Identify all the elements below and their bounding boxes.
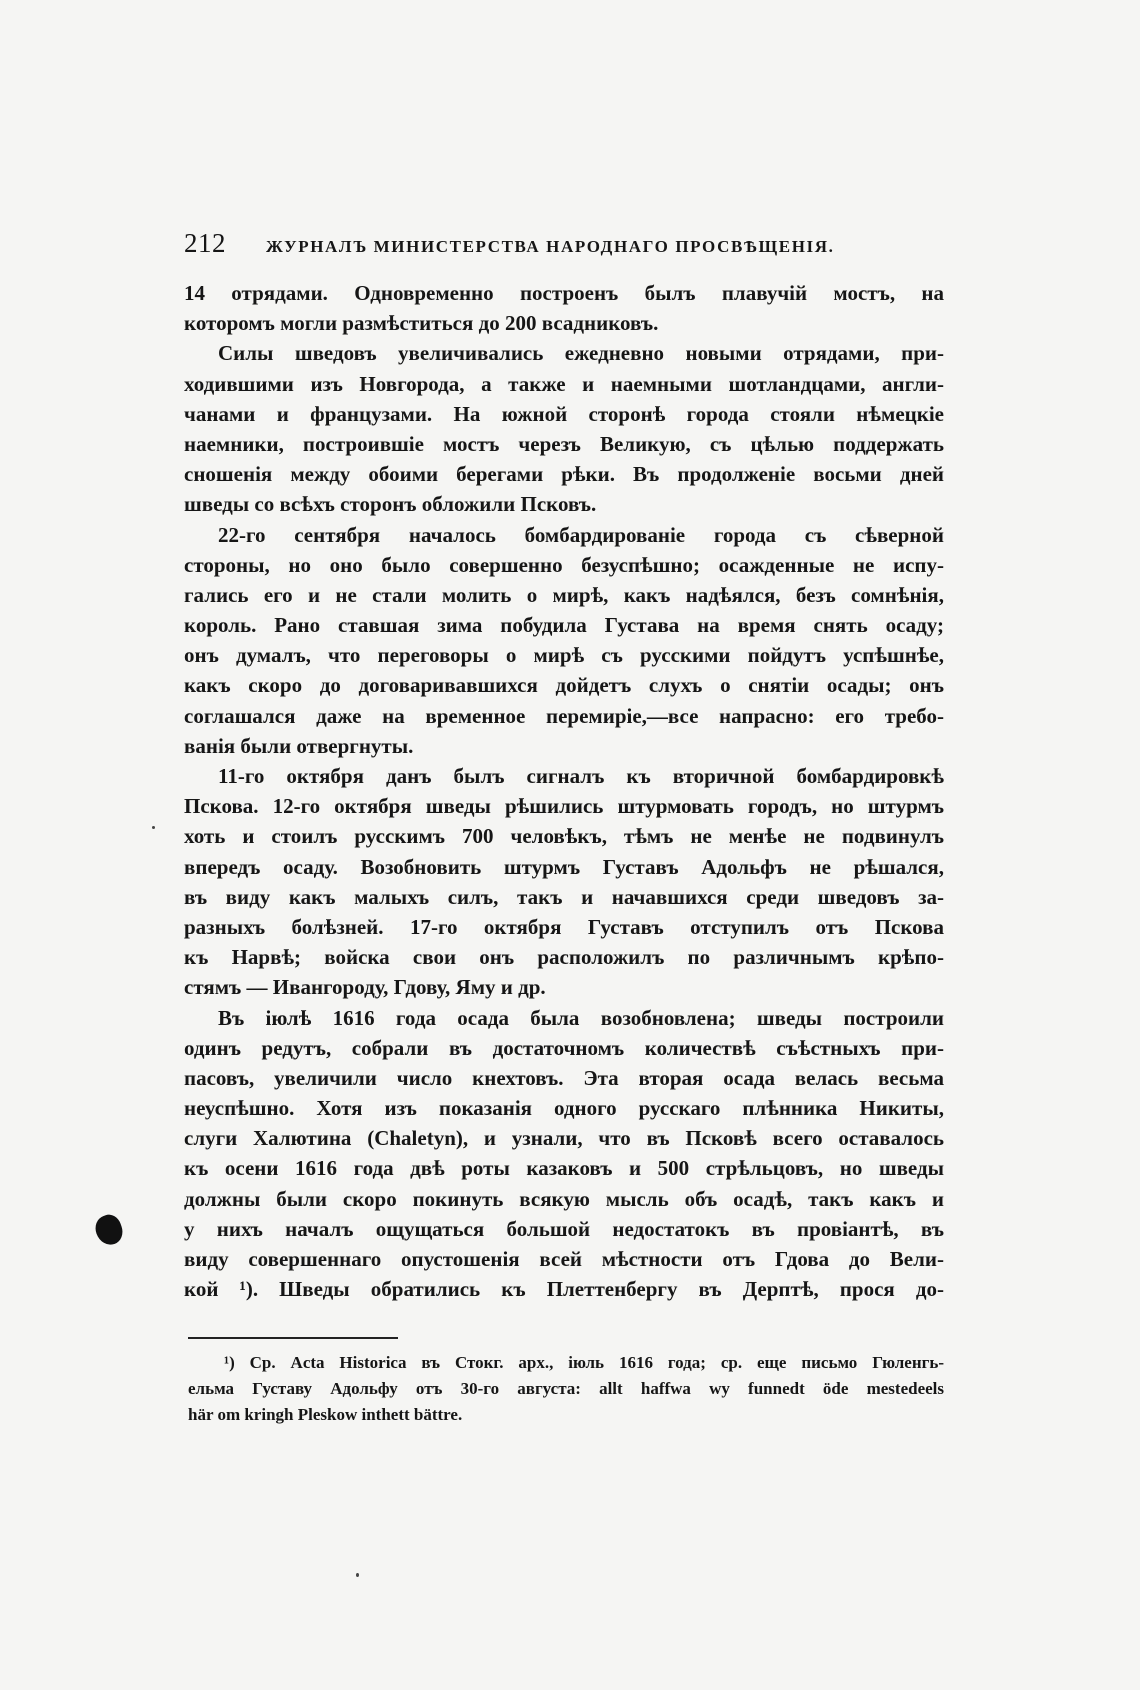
page-header (184, 228, 944, 258)
text-line: ходившими изъ Новгорода, а также и наемными шотландцами, англи- (184, 371, 944, 396)
text-line: кой ¹). Шведы обратились къ Плеттенбергу въ Дерптѣ, прося до- (184, 1277, 944, 1302)
text-line: онъ думалъ, что переговоры о мирѣ съ русскими пойдутъ успѣшнѣе, (184, 643, 944, 668)
text-line: стороны, но оно было совершенно безуспѣшно; осажденные не испу- (184, 552, 944, 577)
footnote-line: ¹) Ср. Acta Historica въ Стокг. арх., іюль 1616 года; ср. еще письмо Гюленгь- (224, 1353, 944, 1372)
text-line: король. Рано ставшая зима побудила Густава на время снять осаду; (184, 613, 944, 638)
main-text (184, 278, 944, 1304)
text-line: 22-го сентября началось бомбардированіе города съ сѣверной (218, 522, 944, 547)
scan-speck (152, 826, 155, 829)
scan-speck (356, 1573, 359, 1577)
text-line: у нихъ началъ ощущаться большой недостатокъ въ провіантѣ, въ (184, 1216, 944, 1241)
text-line: пасовъ, увеличили число кнехтовъ. Эта вторая осада велась весьма (184, 1065, 944, 1090)
text-line: стямъ — Ивангороду, Гдову, Яму и др. (184, 975, 546, 1000)
text-line: въ виду какъ малыхъ силъ, такъ и начавшихся среди шведовъ за- (184, 884, 944, 909)
text-line: соглашался даже на временное перемиріе,—все напрасно: его требо- (184, 703, 944, 728)
running-title: ЖУРНАЛЪ МИНИСТЕРСТВА НАРОДНАГО ПРОСВѢЩЕНІЯ. (266, 237, 835, 256)
footnotes (188, 1350, 944, 1428)
text-line: неуспѣшно. Хотя изъ показанія одного русскаго плѣнника Никиты, (184, 1096, 944, 1121)
text-line: шведы со всѣхъ сторонъ обложили Псковъ. (184, 492, 597, 517)
text-line: чанами и французами. На южной сторонѣ города стояли нѣмецкіе (184, 401, 944, 426)
text-line: къ осени 1616 года двѣ роты казаковъ и 500 стрѣльцовъ, но шведы (184, 1156, 944, 1181)
footnote-line: här om kringh Pleskow inthett bättre. (188, 1405, 463, 1424)
text-line: 14 отрядами. Одновременно построенъ былъ плавучій мостъ, на (184, 281, 944, 305)
text-line: наемники, построившіе мостъ черезъ Великую, съ цѣлью поддержать (184, 431, 944, 456)
ink-blot-mark (92, 1211, 127, 1248)
text-line: впередъ осаду. Возобновить штурмъ Густавъ Адольфъ не рѣшался, (184, 854, 944, 879)
text-line: гались его и не стали молить о мирѣ, какъ надѣялся, безъ сомнѣнія, (184, 582, 944, 607)
text-line: ванія были отвергнуты. (184, 733, 414, 758)
text-line: къ Нарвѣ; войска свои онъ расположилъ по различнымъ крѣпо- (184, 945, 944, 970)
footnote-line: ельма Густаву Адольфу отъ 30-го августа: allt haffwa wy funnedt öde mestedeels (188, 1379, 944, 1398)
footnote-divider (188, 1337, 398, 1339)
text-line: сношенія между обоими берегами рѣки. Въ продолженіе восьми дней (184, 462, 944, 487)
text-line: Въ іюлѣ 1616 года осада была возобновлена; шведы построили (218, 1005, 944, 1030)
text-line: хоть и стоилъ русскимъ 700 человѣкъ, тѣмъ не менѣе не подвинулъ (184, 824, 944, 849)
text-line: одинъ редутъ, собрали въ достаточномъ количествѣ съѣстныхъ при- (184, 1035, 944, 1060)
text-line: 11-го октября данъ былъ сигналъ къ вторичной бомбардировкѣ (218, 764, 944, 788)
text-line: виду совершеннаго опустошенія всей мѣстности отъ Гдова до Вели- (184, 1247, 944, 1271)
page-number: 212 (184, 228, 226, 258)
text-line: разныхъ болѣзней. 17-го октября Густавъ отступилъ отъ Пскова (184, 914, 944, 939)
text-line: которомъ могли размѣститься до 200 всадниковъ. (184, 311, 659, 336)
text-line: какъ скоро до договаривавшихся дойдетъ слухъ о снятіи осады; онъ (184, 673, 944, 698)
text-line: Силы шведовъ увеличивались ежедневно новыми отрядами, при- (218, 341, 944, 366)
text-line: Пскова. 12-го октября шведы рѣшились штурмовать городъ, но штурмъ (184, 794, 944, 819)
text-line: должны были скоро покинуть всякую мысль объ осадѣ, такъ какъ и (184, 1186, 944, 1211)
text-line: слуги Халютина (Chaletyn), и узнали, что въ Псковѣ всего оставалось (184, 1126, 944, 1151)
